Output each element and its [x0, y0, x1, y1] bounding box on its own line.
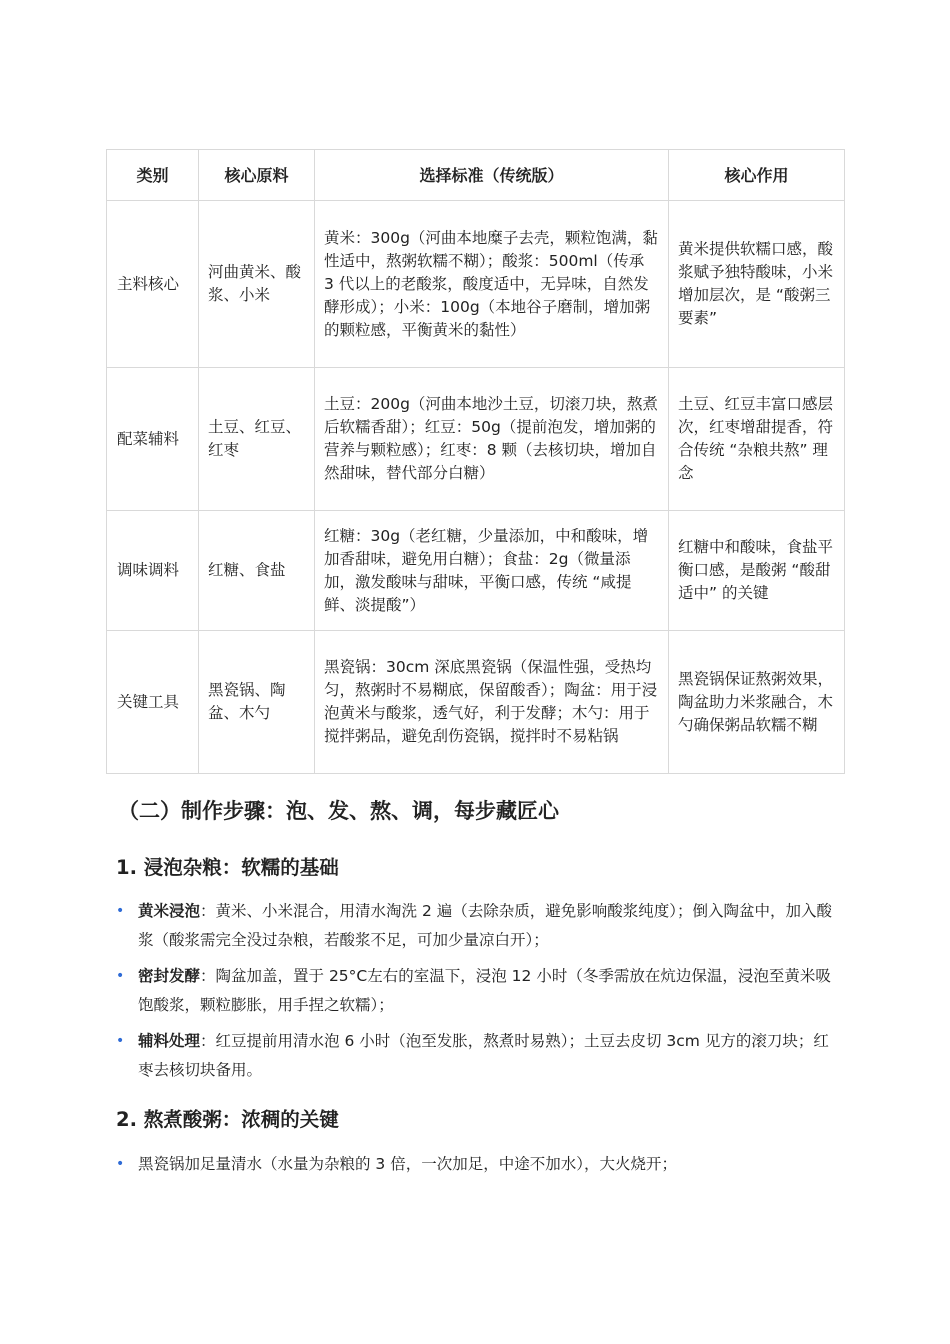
- bullet-dot-icon: •: [116, 1156, 125, 1172]
- list-item: [116, 897, 841, 955]
- cell-category: 配菜辅料: [107, 368, 199, 511]
- cell-category: 主料核心: [107, 201, 199, 368]
- cell-ingredients: 红糖、食盐: [199, 511, 315, 631]
- cell-standard: 黄米：300g（河曲本地糜子去壳，颗粒饱满，黏性适中，熬粥软糯不糊）；酸浆：500ml（传承 3 代以上的老酸浆，酸度适中，无异味，自然发酵形成）；小米：100g（本地谷子磨制，增加粥的颗粒感，平衡黄米的黏性）: [315, 201, 669, 368]
- table-row: [107, 511, 845, 631]
- list-item: [116, 1150, 841, 1179]
- step-2-heading: 2. 熬煮酸粥：浓稠的关键: [116, 1108, 339, 1131]
- cell-category: 调味调料: [107, 511, 199, 631]
- cell-standard: 土豆：200g（河曲本地沙土豆，切滚刀块，熬煮后软糯香甜）；红豆：50g（提前泡发，增加粥的营养与颗粒感）；红枣：8 颗（去核切块，增加自然甜味，替代部分白糖）: [315, 368, 669, 511]
- cell-effect: 黄米提供软糯口感，酸浆赋予独特酸味，小米增加层次，是 “酸粥三要素”: [669, 201, 845, 368]
- cell-standard: 黑瓷锅：30cm 深底黑瓷锅（保温性强，受热均匀，熬粥时不易糊底，保留酸香）；陶盆：用于浸泡黄米与酸浆，透气好，利于发酵；木勺：用于搅拌粥品，避免刮伤瓷锅，搅拌时不易粘锅: [315, 631, 669, 774]
- bullet-dot-icon: •: [116, 903, 125, 919]
- bullet-text: ：红豆提前用清水泡 6 小时（泡至发胀，熬煮时易熟）；土豆去皮切 3cm 见方的滚刀块；红枣去核切块备用。: [138, 1032, 829, 1079]
- cell-ingredients: 土豆、红豆、红枣: [199, 368, 315, 511]
- table-row: [107, 631, 845, 774]
- section-heading: （二）制作步骤：泡、发、熬、调，每步藏匠心: [118, 799, 559, 823]
- bullet-text: ：黄米、小米混合，用清水淘洗 2 遍（去除杂质，避免影响酸浆纯度）；倒入陶盆中，加入酸浆（酸浆需完全没过杂粮，若酸浆不足，可加少量凉白开）；: [138, 902, 832, 949]
- header-effect: 核心作用: [669, 150, 845, 201]
- cell-ingredients: 黑瓷锅、陶盆、木勺: [199, 631, 315, 774]
- bullet-text: ：陶盆加盖，置于 25°C左右的室温下，浸泡 12 小时（冬季需放在炕边保温，浸泡至黄米吸饱酸浆，颗粒膨胀，用手捏之软糯）；: [138, 967, 831, 1014]
- step-1-heading: 1. 浸泡杂粮：软糯的基础: [116, 856, 339, 879]
- cell-ingredients: 河曲黄米、酸浆、小米: [199, 201, 315, 368]
- bullet-label: 辅料处理: [138, 1032, 201, 1050]
- header-standard: 选择标准（传统版）: [315, 150, 669, 201]
- cell-effect: 土豆、红豆丰富口感层次，红枣增甜提香，符合传统 “杂粮共熬” 理念: [669, 368, 845, 511]
- cell-category: 关键工具: [107, 631, 199, 774]
- bullet-label: 黄米浸泡: [138, 902, 201, 920]
- header-ingredients: 核心原料: [199, 150, 315, 201]
- cell-standard: 红糖：30g（老红糖，少量添加，中和酸味，增加香甜味，避免用白糖）；食盐：2g（微量添加，激发酸味与甜味，平衡口感，传统 “咸提鲜、淡提酸”）: [315, 511, 669, 631]
- cell-effect: 红糖中和酸味，食盐平衡口感，是酸粥 “酸甜适中” 的关键: [669, 511, 845, 631]
- table-row: [107, 201, 845, 368]
- bullet-label: 密封发酵: [138, 967, 201, 985]
- list-item: [116, 1027, 841, 1085]
- table-header-row: [107, 150, 845, 201]
- list-item: [116, 962, 841, 1020]
- header-category: 类别: [107, 150, 199, 201]
- bullet-dot-icon: •: [116, 1033, 125, 1049]
- bullet-dot-icon: •: [116, 968, 125, 984]
- ingredients-table: [106, 149, 845, 774]
- bullet-text: 黑瓷锅加足量清水（水量为杂粮的 3 倍，一次加足，中途不加水），大火烧开；: [138, 1155, 677, 1173]
- table-row: [107, 368, 845, 511]
- cell-effect: 黑瓷锅保证熬粥效果，陶盆助力米浆融合，木勺确保粥品软糯不糊: [669, 631, 845, 774]
